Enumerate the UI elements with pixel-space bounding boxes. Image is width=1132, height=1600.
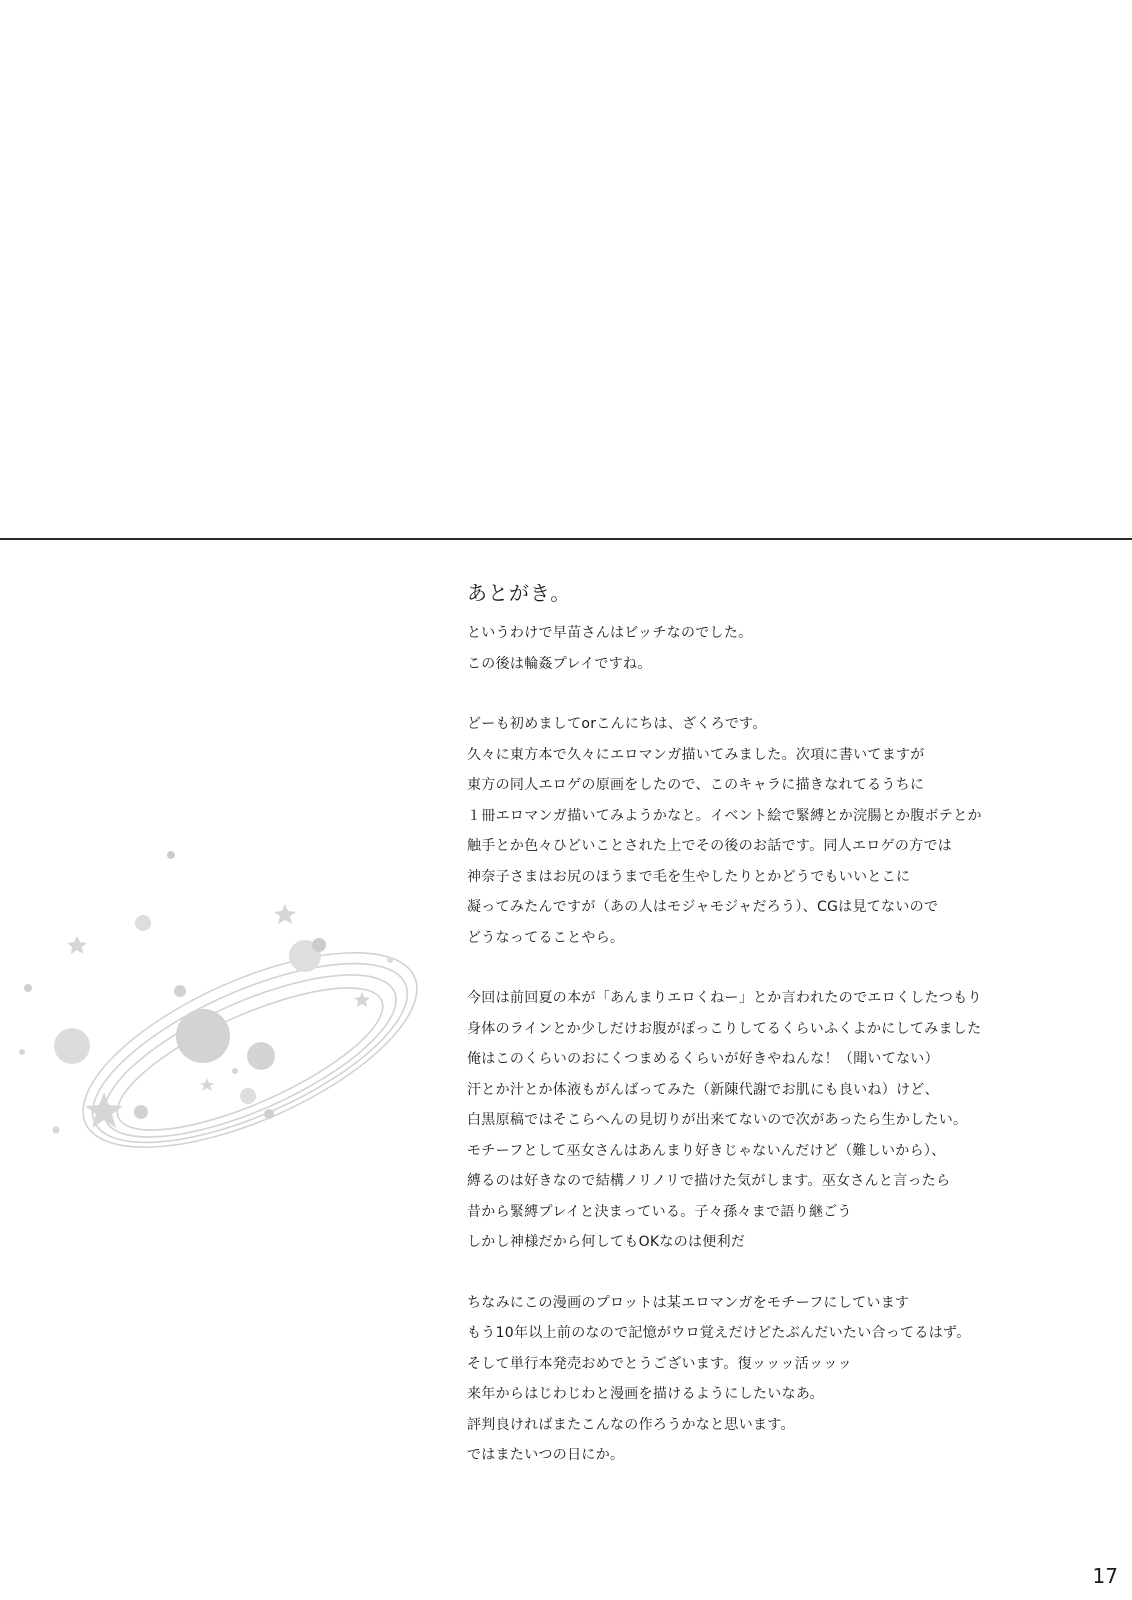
text-line: 来年からはじわじわと漫画を描けるようにしたいなあ。	[467, 1386, 824, 1402]
planet	[232, 1068, 238, 1074]
text-line: どーも初めましてorこんにちは、ざくろです。	[467, 716, 767, 732]
page-number: 17	[1092, 1564, 1118, 1588]
text-line: 身体のラインとか少しだけお腹がぽっこりしてるくらいふくよかにしてみました	[467, 1020, 982, 1037]
planet	[135, 915, 151, 931]
text-line: 白黒原稿ではそこらへんの見切りが出来てないので次があったら生かしたい。	[467, 1112, 968, 1128]
planet	[247, 1042, 275, 1070]
planet	[174, 985, 186, 997]
planet	[312, 938, 326, 952]
planet	[24, 984, 32, 992]
planet	[53, 1127, 60, 1134]
text-line: 神奈子さまはお尻のほうまで毛を生やしたりとかどうでもいいとこに	[467, 868, 911, 885]
text-line: 縛るのは好きなので結構ノリノリで描けた気がします。巫女さんと言ったら	[467, 1173, 951, 1189]
afterword-title: あとがき。	[467, 581, 572, 605]
star-icon	[274, 904, 296, 924]
afterword-paragraph	[467, 1288, 1087, 1471]
afterword-section	[467, 578, 1087, 1501]
text-line: ちなみにこの漫画のプロットは某エロマンガをモチーフにしています	[467, 1294, 910, 1311]
star-icon	[85, 1092, 123, 1128]
text-line: もう10年以上前のなので記憶がウロ覚えだけどたぶんだいたい合ってるはず。	[467, 1325, 971, 1341]
text-line: 俺はこのくらいのおにくつまめるくらいが好きやねんな！（聞いてない）	[467, 1051, 939, 1067]
text-line: 東方の同人エロゲの原画をしたので、このキャラに描きなれてるうちに	[467, 777, 925, 793]
text-line: しかし神様だから何してもOKなのは便利だ	[467, 1234, 746, 1250]
text-line: 汗とか汁とか体液もがんばってみた（新陳代謝でお肌にも良いね）けど、	[467, 1081, 939, 1098]
text-line: 評判良ければまたこんなの作ろうかなと思います。	[467, 1416, 795, 1433]
planet	[176, 1009, 230, 1063]
star-icon	[354, 992, 370, 1007]
text-line: そして単行本発売おめでとうございます。復ッッッ活ッッッ	[467, 1355, 852, 1372]
planet	[134, 1105, 148, 1119]
text-line: 今回は前回夏の本が「あんまりエロくねー」とか言われたのでエロくしたつもり	[467, 990, 982, 1006]
galaxy-illustration-icon	[0, 840, 460, 1230]
planet	[54, 1028, 90, 1064]
planet	[264, 1109, 274, 1119]
afterword-paragraph	[467, 709, 1087, 953]
afterword-paragraph	[467, 983, 1087, 1258]
star-icon	[67, 936, 87, 954]
text-line: 触手とか色々ひどいことされた上でその後のお話です。同人エロゲの方では	[467, 838, 953, 854]
planet	[19, 1049, 25, 1055]
text-line: １冊エロマンガ描いてみようかなと。イベント絵で緊縛とか浣腸とか腹ボテとか	[467, 807, 982, 824]
star-icon	[200, 1078, 214, 1091]
text-line: ではまたいつの日にか。	[467, 1447, 625, 1463]
text-line: 昔から緊縛プレイと決まっている。子々孫々まで語り継ごう	[467, 1203, 852, 1220]
afterword-paragraph	[467, 618, 1087, 679]
text-line: 久々に東方本で久々にエロマンガ描いてみました。次項に書いてますが	[467, 746, 925, 763]
planet	[387, 957, 393, 963]
text-line: というわけで早苗さんはビッチなのでした。	[467, 625, 753, 641]
text-line: モチーフとして巫女さんはあんまり好きじゃないんだけど（難しいから）、	[467, 1142, 946, 1159]
horizontal-divider	[0, 538, 1132, 540]
text-line: 凝ってみたんですが（あの人はモジャモジャだろう）、CGは見てないので	[467, 899, 939, 915]
text-line: どうなってることやら。	[467, 929, 625, 946]
text-line: この後は輪姦プレイですね。	[467, 655, 652, 672]
planet	[167, 851, 175, 859]
planet	[240, 1088, 256, 1104]
